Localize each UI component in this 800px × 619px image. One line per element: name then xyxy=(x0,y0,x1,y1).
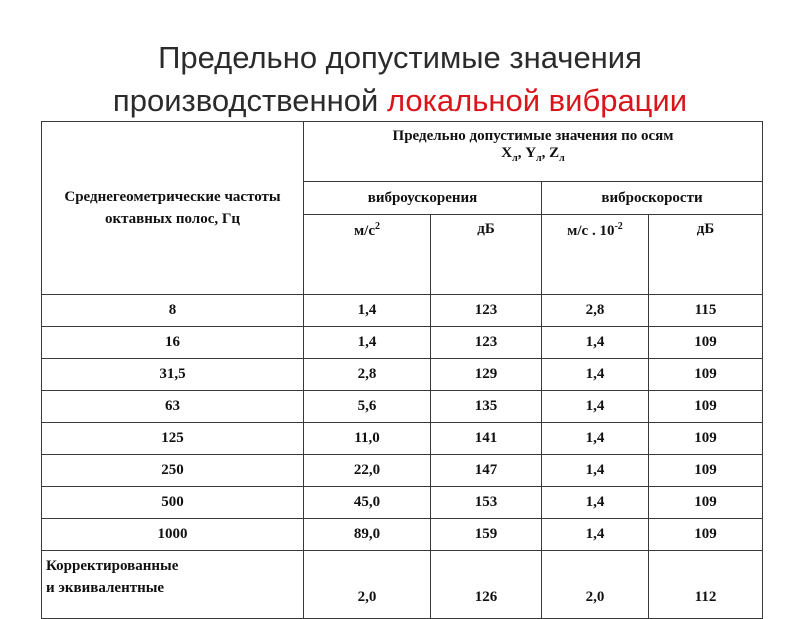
accel-db-cell: 153 xyxy=(431,487,542,519)
corrected-accel-db-cell xyxy=(431,551,542,619)
corrected-vel-cell xyxy=(542,551,649,619)
corrected-accel: 2,0 xyxy=(357,589,377,605)
axis-y: Y xyxy=(525,145,537,161)
vel-db-cell: 109 xyxy=(649,327,763,359)
freq-cell: 31,5 xyxy=(42,359,304,391)
corrected-accel-cell xyxy=(304,551,431,619)
freq-cell: 250 xyxy=(42,455,304,487)
table-row xyxy=(42,487,763,519)
vel-unit-header xyxy=(542,215,649,295)
vel-cell: 1,4 xyxy=(542,327,649,359)
accel-unit-header xyxy=(304,215,431,295)
vel-db-cell: 109 xyxy=(649,359,763,391)
title-line-1: Предельно допустимые значения xyxy=(158,40,642,75)
frequency-header-text: Среднегеометрические частоты октавных полос, Гц xyxy=(64,189,281,227)
title-line-2 xyxy=(0,79,800,122)
axes-header xyxy=(304,122,763,182)
accel-cell: 2,8 xyxy=(304,359,431,391)
accel-unit-sup: 2 xyxy=(375,221,381,232)
corrected-label-cell xyxy=(42,551,304,619)
table-row xyxy=(42,359,763,391)
accel-cell: 89,0 xyxy=(304,519,431,551)
vel-cell: 1,4 xyxy=(542,359,649,391)
vel-db-cell: 109 xyxy=(649,487,763,519)
accel-db-cell: 129 xyxy=(431,359,542,391)
vel-cell: 2,8 xyxy=(542,295,649,327)
axis-y-sub: л xyxy=(536,153,542,164)
vel-cell: 1,4 xyxy=(542,391,649,423)
axes-header-line1: Предельно допустимые значения по осям xyxy=(392,128,674,144)
vel-unit: м/с . 10 xyxy=(567,223,615,239)
vel-db-cell: 109 xyxy=(649,423,763,455)
accel-unit: м/с xyxy=(353,223,376,239)
title-accent: локальной вибрации xyxy=(386,83,688,118)
freq-cell: 63 xyxy=(42,391,304,423)
table-row xyxy=(42,423,763,455)
group-accel-header: виброускорения xyxy=(304,182,542,215)
vel-cell: 1,4 xyxy=(542,455,649,487)
axes-header-line2: $X_л$, $Y_л$, $Z_л$ xyxy=(501,145,565,164)
accel-db-cell: 147 xyxy=(431,455,542,487)
corrected-vel-db-cell xyxy=(649,551,763,619)
group-velocity-header: виброскорости xyxy=(542,182,763,215)
freq-cell: 1000 xyxy=(42,519,304,551)
corrected-row xyxy=(42,551,763,619)
accel-db-cell: 135 xyxy=(431,391,542,423)
table-row xyxy=(42,519,763,551)
axis-z-sub: л xyxy=(559,153,565,164)
freq-cell: 125 xyxy=(42,423,304,455)
accel-cell: 1,4 xyxy=(304,327,431,359)
title-line-2-plain: производственной xyxy=(112,83,387,118)
axis-x-sub: л xyxy=(512,153,518,164)
header-row-axes xyxy=(42,122,763,182)
accel-db-cell: 159 xyxy=(431,519,542,551)
frequency-header xyxy=(42,122,304,295)
axis-x: X xyxy=(501,145,513,161)
freq-cell: 16 xyxy=(42,327,304,359)
table-row xyxy=(42,391,763,423)
accel-db-header: дБ xyxy=(431,215,542,295)
slide-title xyxy=(0,36,800,122)
corrected-label-line2: и эквивалентные xyxy=(46,580,165,596)
corrected-vel-db: 112 xyxy=(694,589,717,605)
vel-cell: 1,4 xyxy=(542,487,649,519)
corrected-label-line1: Корректированные xyxy=(46,558,179,574)
vel-cell: 1,4 xyxy=(542,519,649,551)
accel-db-cell: 123 xyxy=(431,327,542,359)
accel-db-cell: 141 xyxy=(431,423,542,455)
vel-db-cell: 115 xyxy=(649,295,763,327)
vel-db-cell: 109 xyxy=(649,519,763,551)
axis-z: Z xyxy=(549,145,560,161)
vel-db-header: дБ xyxy=(649,215,763,295)
freq-cell: 8 xyxy=(42,295,304,327)
accel-cell: 5,6 xyxy=(304,391,431,423)
accel-cell: 22,0 xyxy=(304,455,431,487)
table-row xyxy=(42,295,763,327)
corrected-accel-db: 126 xyxy=(474,589,498,605)
accel-cell: 11,0 xyxy=(304,423,431,455)
accel-cell: 45,0 xyxy=(304,487,431,519)
accel-db-cell: 123 xyxy=(431,295,542,327)
vibration-limits-table xyxy=(41,121,763,619)
table-row xyxy=(42,327,763,359)
vel-db-cell: 109 xyxy=(649,455,763,487)
accel-cell: 1,4 xyxy=(304,295,431,327)
corrected-vel: 2,0 xyxy=(585,589,605,605)
freq-cell: 500 xyxy=(42,487,304,519)
table-row xyxy=(42,455,763,487)
vel-unit-sup: -2 xyxy=(614,221,623,232)
vel-db-cell: 109 xyxy=(649,391,763,423)
vel-cell: 1,4 xyxy=(542,423,649,455)
